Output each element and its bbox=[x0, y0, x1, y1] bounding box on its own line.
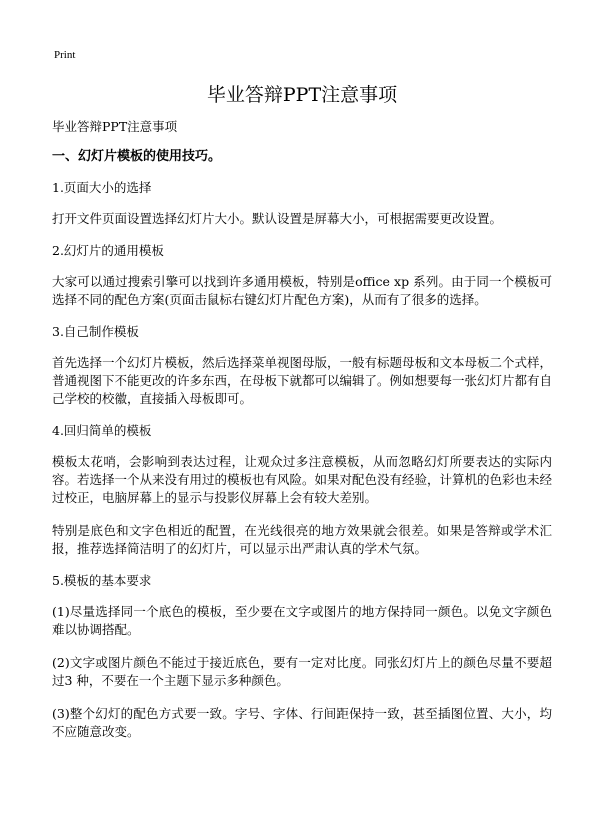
document-subtitle: 毕业答辩PPT注意事项 bbox=[52, 119, 178, 134]
paragraph-simple-template-2: 特别是底色和文字色相近的配置，在光线很亮的地方效果就会很差。如果是答辩或学术汇报，推荐选择简洁明了的幻灯片，可以显示出严肃认真的学术气氛。 bbox=[52, 523, 552, 556]
item-heading-page-size: 1.页面大小的选择 bbox=[52, 180, 152, 195]
item-heading-simple-template: 4.回归简单的模板 bbox=[52, 423, 152, 438]
paragraph-page-size: 打开文件页面设置选择幻灯片大小。默认设置是屏幕大小，可根据需要更改设置。 bbox=[52, 211, 503, 226]
item-heading-basic-requirements: 5.模板的基本要求 bbox=[52, 573, 152, 588]
section-heading: 一、幻灯片模板的使用技巧。 bbox=[52, 149, 222, 164]
paragraph-requirement-3: (3)整个幻灯的配色方式要一致。字号、字体、行间距保持一致，甚至插图位置、大小，均不应随意改变。 bbox=[52, 706, 552, 739]
document-title: 毕业答辩PPT注意事项 bbox=[206, 84, 398, 106]
item-heading-custom-template: 3.自己制作模板 bbox=[52, 324, 139, 339]
paragraph-general-template: 大家可以通过搜索引擎可以找到许多通用模板，特别是office xp 系列。由于同一个模板可选择不同的配色方案(页面击鼠标右键幻灯片配色方案)，从而有了很多的选择。 bbox=[52, 274, 552, 307]
paragraph-requirement-2: (2)文字或图片颜色不能过于接近底色，要有一定对比度。同张幻灯片上的颜色尽量不要超过3 种，不要在一个主题下显示多种颜色。 bbox=[52, 655, 552, 688]
paragraph-custom-template: 首先选择一个幻灯片模板，然后选择菜单视图母版，一般有标题母板和文本母板二个式样，普通视图下不能更改的许多东西，在母板下就都可以编辑了。例如想要每一张幻灯片都有自己学校的校徽，直接插入母板即可。 bbox=[52, 355, 553, 406]
paragraph-simple-template-1: 模板太花哨，会影响到表达过程，让观众过多注意模板，从而忽略幻灯所要表达的实际内容。若选择一个从来没有用过的模板也有风险。如果对配色没有经验，计算机的色彩也未经过校正，电脑屏幕上的显示与投影仪屏幕上会有较大差别。 bbox=[52, 454, 553, 505]
print-label: Print bbox=[54, 49, 76, 61]
item-heading-general-template: 2.幻灯片的通用模板 bbox=[52, 243, 164, 258]
paragraph-requirement-1: (1)尽量选择同一个底色的模板，至少要在文字或图片的地方保持同一颜色。以免文字颜色难以协调搭配。 bbox=[52, 604, 552, 637]
